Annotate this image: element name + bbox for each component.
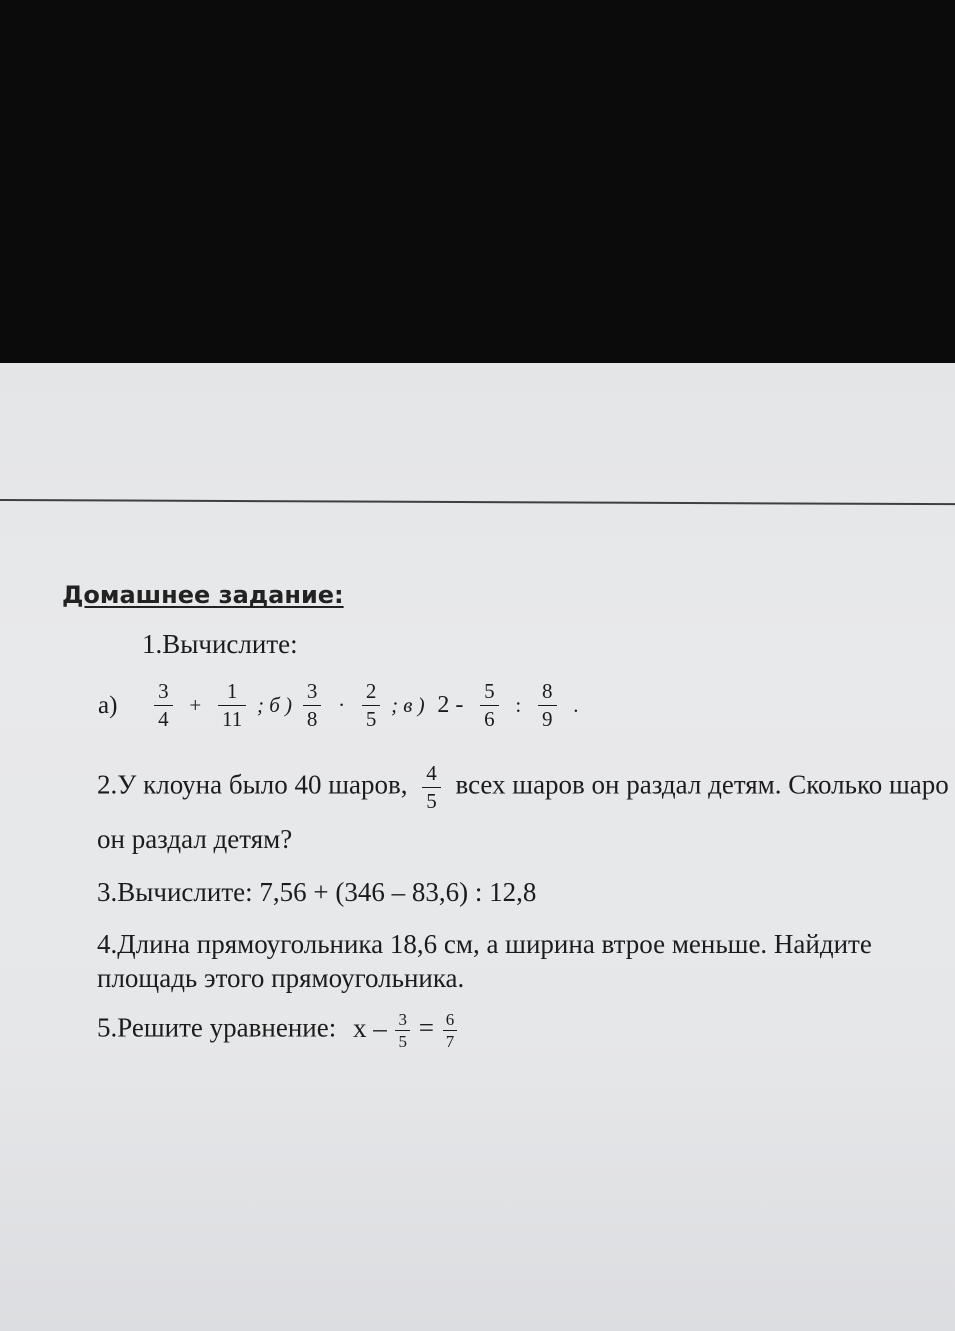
fraction-denominator: 8 — [303, 705, 322, 730]
separator-b: ; б ) — [257, 693, 293, 717]
fraction-6-7 — [443, 1011, 458, 1050]
fraction-3-5 — [395, 1011, 410, 1050]
end-period: . — [573, 693, 579, 717]
c-leading-term: 2 - — [437, 692, 464, 718]
fraction-numerator: 2 — [365, 679, 377, 703]
dark-background-area — [0, 0, 955, 363]
fraction-numerator: 3 — [398, 1010, 407, 1029]
task4-line1: 4.Длина прямоугольника 18,6 см, а ширина втрое меньше. Найдите — [97, 929, 872, 959]
task5-label: 5.Решите уравнение: — [97, 1012, 337, 1043]
divide-colon: : — [515, 693, 522, 717]
fraction-numerator: 8 — [542, 679, 553, 703]
fraction-denominator: 5 — [395, 1030, 410, 1050]
fraction-denominator: 9 — [538, 705, 557, 730]
task1-label-a: а) — [98, 691, 118, 719]
fraction-numerator: 3 — [306, 679, 318, 703]
fraction-3-4 — [154, 681, 173, 730]
worksheet-paper — [0, 363, 955, 1331]
equals-sign: = — [418, 1012, 434, 1043]
fraction-numerator: 5 — [484, 679, 495, 703]
task5-line — [97, 1011, 459, 1050]
task2-line1 — [97, 763, 949, 812]
multiply-dot: · — [338, 693, 346, 717]
task3-line: 3.Вычислите: 7,56 + (346 – 83,6) : 12,8 — [97, 877, 537, 907]
fraction-denominator: 5 — [422, 787, 441, 812]
fraction-numerator: 3 — [158, 679, 169, 703]
task1-expressions — [98, 681, 585, 730]
fraction-1-11 — [218, 681, 246, 730]
fraction-denominator: 5 — [362, 705, 381, 730]
fraction-denominator: 11 — [218, 705, 246, 730]
fraction-denominator: 6 — [480, 705, 499, 730]
fraction-denominator: 4 — [154, 705, 173, 730]
separator-c: ; в ) — [391, 693, 425, 717]
fraction-3-8 — [303, 681, 322, 730]
task2-line2: он раздал детям? — [97, 824, 293, 854]
homework-heading: Домашнее задание: — [62, 581, 344, 609]
fraction-2-5 — [362, 681, 381, 730]
fraction-8-9 — [538, 681, 557, 730]
paper-fold-line — [0, 499, 955, 505]
task1-title: 1.Вычислите: — [142, 629, 298, 659]
fraction-5-6 — [480, 681, 499, 730]
fraction-numerator: 6 — [445, 1010, 455, 1029]
fraction-denominator: 7 — [443, 1030, 458, 1050]
task2-text-part1: 2.У клоуна было 40 шаров, — [97, 769, 408, 800]
fraction-numerator: 4 — [426, 761, 437, 785]
fraction-4-5 — [422, 763, 441, 812]
task2-text-part2: всех шаров он раздал детям. Сколько шаро — [455, 769, 949, 800]
fraction-numerator: 1 — [226, 679, 238, 703]
task4-line2: площадь этого прямоугольника. — [97, 963, 465, 993]
plus-sign: + — [189, 693, 202, 717]
task5-x-minus: x – — [352, 1012, 387, 1043]
